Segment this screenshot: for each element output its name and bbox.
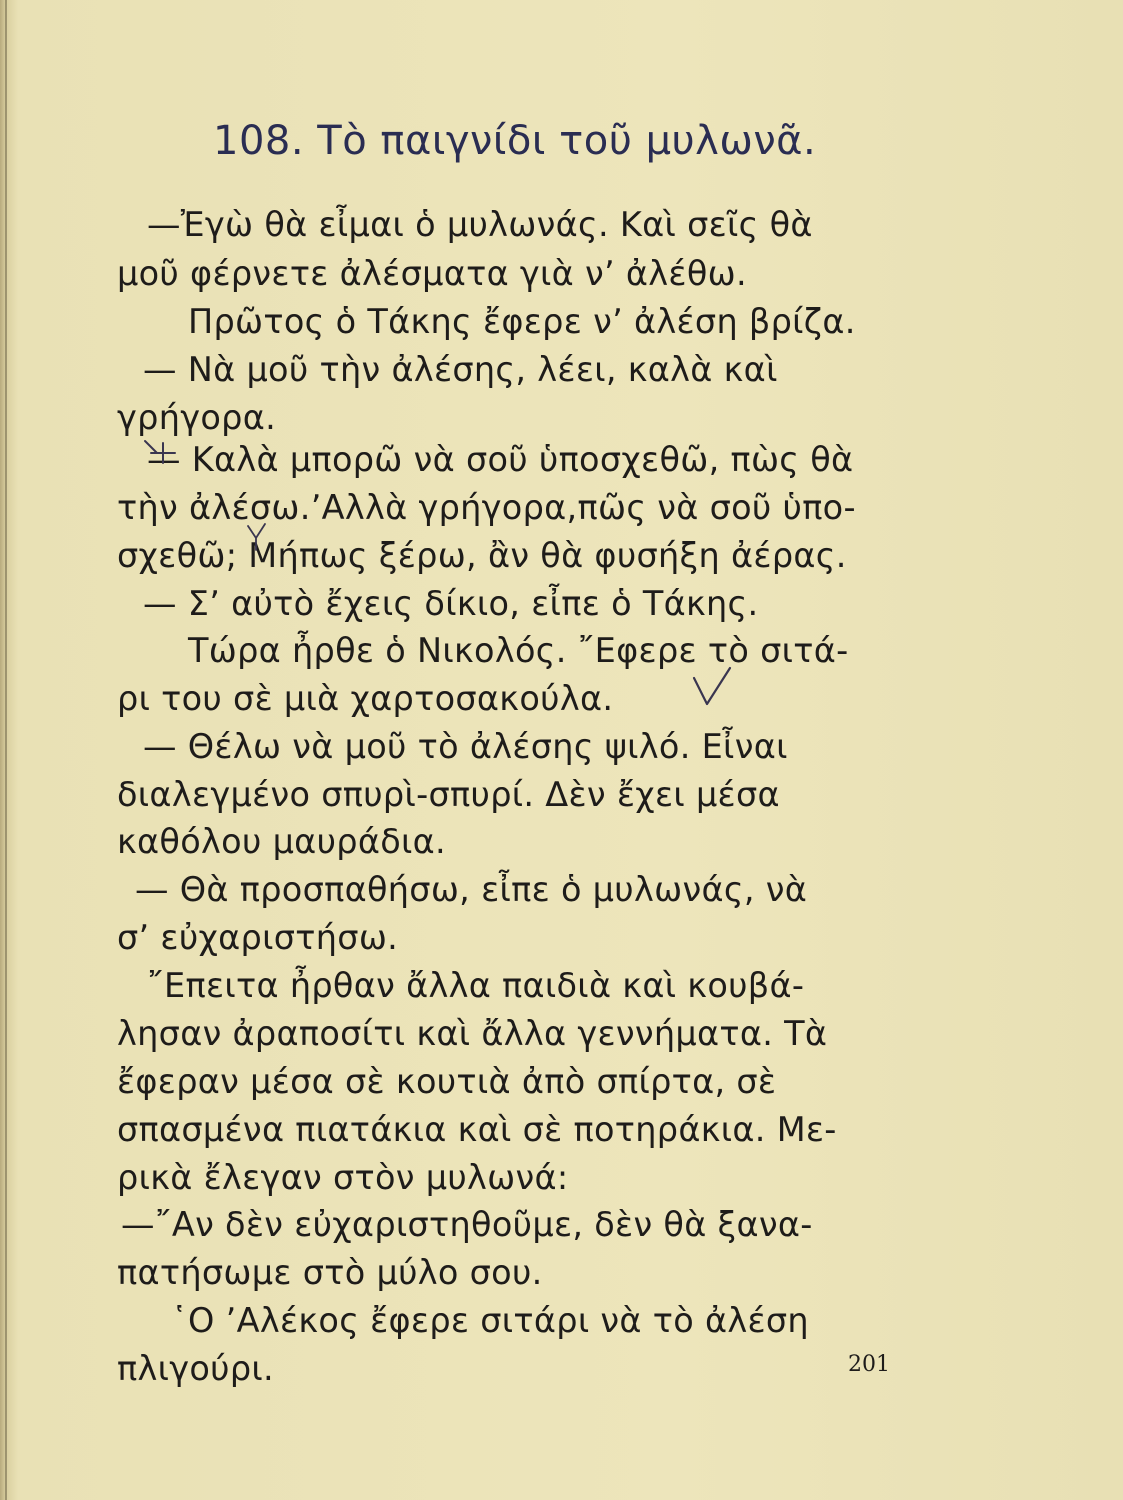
text-line: —῎Αν δὲν εὐχαριστηθοῦμε, δὲν θὰ ξανα- xyxy=(121,1205,813,1244)
text-line: μοῦ φέρνετε ἀλέσματα γιὰ ν’ ἀλέθω. xyxy=(117,254,747,293)
text-line: πλιγούρι. xyxy=(117,1349,274,1388)
handwritten-cross-mark xyxy=(143,437,177,465)
text-line: ρικὰ ἔλεγαν στὸν μυλωνά: xyxy=(117,1158,569,1197)
text-line: σ’ εὐχαριστήσω. xyxy=(117,918,399,957)
text-line: ἔφεραν μέσα σὲ κουτιὰ ἀπὸ σπίρτα, σὲ xyxy=(117,1062,777,1101)
text-line: Τώρα ἦρθε ὁ Νικολός. ῎Εφερε τὸ σιτά- xyxy=(188,631,849,670)
text-line: διαλεγμένο σπυρὶ-σπυρί. Δὲν ἔχει μέσα xyxy=(117,775,780,814)
text-line: λησαν ἀραποσίτι καὶ ἄλλα γεννήματα. Τὰ xyxy=(117,1014,828,1053)
text-line: τὴν ἀλέσω.’Αλλὰ γρήγορα,πῶς νὰ σοῦ ὑπο- xyxy=(117,488,856,527)
text-line: — Νὰ μοῦ τὴν ἀλέσης, λέει, καλὰ καὶ xyxy=(143,350,778,389)
text-line: — Θὰ προσπαθήσω, εἶπε ὁ μυλωνάς, νὰ xyxy=(135,870,808,909)
chapter-heading: 108. Τὸ παιγνίδι τοῦ μυλωνᾶ. xyxy=(213,118,817,164)
text-line: γρήγορα. xyxy=(117,398,277,437)
text-line: ῾Ο ’Αλέκος ἔφερε σιτάρι νὰ τὸ ἀλέση xyxy=(171,1301,809,1340)
text-line: Πρῶτος ὁ Τάκης ἔφερε ν’ ἀλέση βρίζα. xyxy=(188,302,856,341)
text-line: — Καλὰ μπορῶ νὰ σοῦ ὑποσχεθῶ, πὼς θὰ xyxy=(147,440,854,479)
text-line: —Ἐγὼ θὰ εἶμαι ὁ μυλωνάς. Καὶ σεῖς θὰ xyxy=(147,205,813,244)
handwritten-check-mark xyxy=(690,664,736,708)
text-line: — Θέλω νὰ μοῦ τὸ ἀλέσης ψιλό. Εἶναι xyxy=(143,727,788,766)
text-line: πατήσωμε στὸ μύλο σου. xyxy=(117,1253,543,1292)
handwritten-v-mark xyxy=(246,522,268,552)
text-line: καθόλου μαυράδια. xyxy=(117,822,446,861)
text-line: ρι του σὲ μιὰ χαρτοσακούλα. xyxy=(117,679,614,718)
text-line: σχεθῶ; Μήπως ξέρω, ἂν θὰ φυσήξη ἀέρας. xyxy=(117,536,847,575)
text-line: σπασμένα πιατάκια καὶ σὲ ποτηράκια. Με- xyxy=(117,1110,837,1149)
text-line: — Σ’ αὐτὸ ἔχεις δίκιο, εἶπε ὁ Τάκης. xyxy=(143,584,759,623)
page-number: 201 xyxy=(848,1352,890,1377)
book-spine-edge xyxy=(5,0,7,1500)
text-line: ῎Επειτα ἦρθαν ἄλλα παιδιὰ καὶ κουβά- xyxy=(147,966,805,1005)
